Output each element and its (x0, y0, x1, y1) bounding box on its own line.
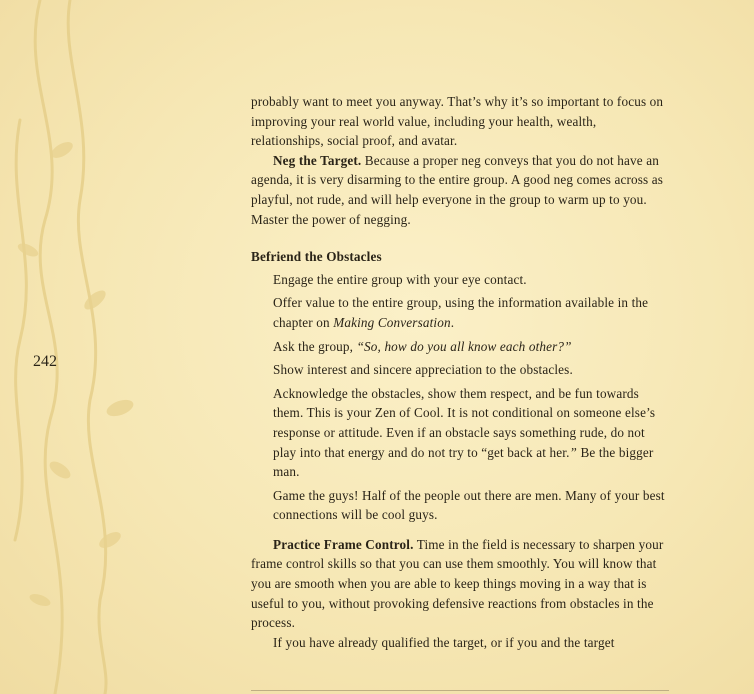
vine-ornament (0, 0, 160, 694)
item-text: Offer value to the entire group, using the information available in the chapter on (273, 295, 649, 330)
item-text: Be the bigger man. (273, 444, 654, 480)
item-text: Acknowledge the obstacles, show them respect, and be fun towards them. This is your Zen of Cool. It is not conditional on someone else’s response or attitude. Even if an obstacle says something rude, do not play into that energy and do not try to “get back at her. (273, 385, 656, 460)
neg-lead: Neg the Target. (273, 152, 362, 168)
item-text: . (450, 314, 455, 330)
page-number: 242 (33, 353, 57, 370)
chapter-title: Making Conversation (333, 314, 451, 330)
quoted-question: “So, how do you all know each other?” (356, 338, 572, 354)
paragraph-neg (251, 151, 669, 229)
bottom-rule (251, 690, 669, 691)
list-item (273, 293, 669, 332)
list-item: Show interest and sincere appreciation to the obstacles. (273, 362, 573, 378)
item-text: ” (569, 444, 578, 460)
paragraph-continued: If you have already qualified the target, or if you and the target (273, 634, 615, 650)
list-item: Game the guys! Half of the people out there are men. Many of your best connections will be cool guys. (273, 487, 665, 523)
frame-control-lead: Practice Frame Control. (273, 536, 414, 552)
frame-control-body: Time in the field is necessary to sharpen your frame control skills so that you can use them smoothly. You will know that you are smooth when you are able to keep things moving in a way that is useful to you, without provoking defensive reactions from obstacles in the process. (251, 536, 664, 631)
list-item (273, 337, 669, 357)
section-heading: Befriend the Obstacles (251, 249, 382, 265)
list-item (273, 384, 669, 482)
paragraph-intro: probably want to meet you anyway. That’s why it’s so important to focus on improving your real world value, including your health, wealth, relationships, social proof, and avatar. (251, 94, 664, 149)
page-body (251, 92, 669, 652)
neg-body: Because a proper neg conveys that you do not have an agenda, it is very disarming to the entire group. A good neg comes across as playful, not rude, and will help everyone in the group to warm up to you. Master the power of negging. (251, 152, 664, 227)
list-item: Engage the entire group with your eye contact. (273, 271, 527, 287)
item-text: Ask the group, (273, 338, 357, 354)
paragraph-frame-control (251, 535, 669, 633)
